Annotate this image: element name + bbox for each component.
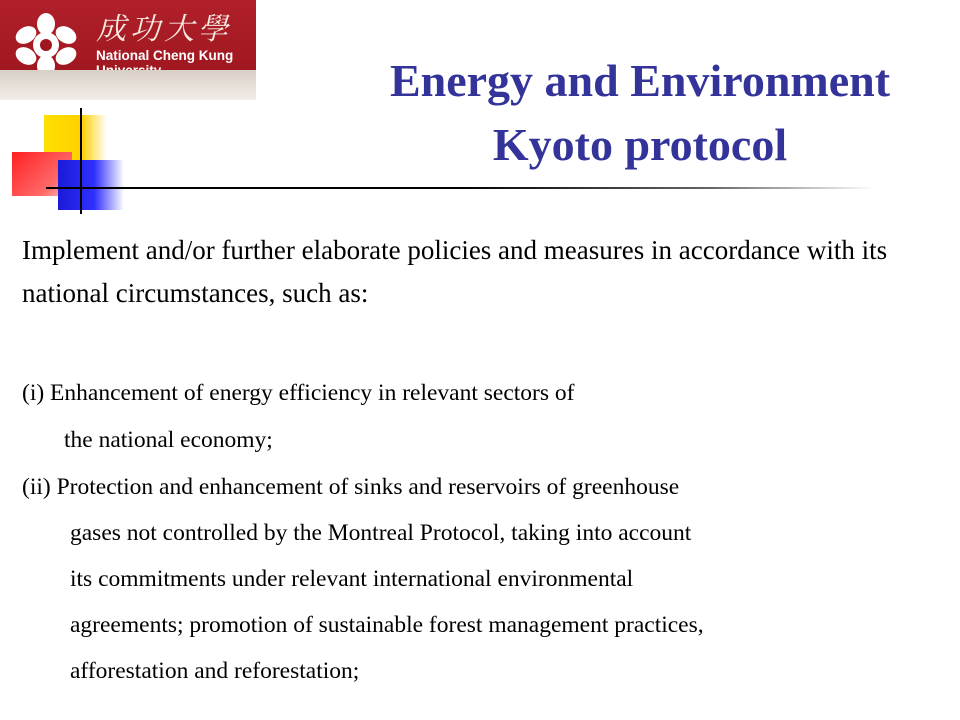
item-ii-line-1: (ii) Protection and enhancement of sinks and reservoirs of greenhouse (22, 474, 680, 500)
item-ii-line-3: its commitments under relevant international environmental (70, 566, 634, 592)
banner-stripe (0, 70, 256, 100)
item-ii-line-2: gases not controlled by the Montreal Protocol, taking into account (70, 520, 692, 546)
intro-paragraph: Implement and/or further elaborate policies and measures in accordance with its national circumstances, such as: (22, 235, 888, 308)
decor-vertical-line (80, 108, 82, 214)
item-i-line-1: (i) Enhancement of energy efficiency in relevant sectors of (22, 380, 575, 406)
item-ii-line-5: afforestation and reforestation; (70, 658, 360, 684)
item-i-line-2: the national economy; (64, 427, 273, 453)
slide-subtitle: Kyoto protocol (492, 119, 788, 170)
slide-title: Energy and Environment (389, 55, 891, 106)
item-ii-line-4: agreements; promotion of sustainable forest management practices, (70, 612, 704, 638)
title-divider-line (46, 187, 876, 189)
university-logo-banner (0, 0, 256, 100)
decor-blue-square (58, 160, 124, 210)
university-english-name: National Cheng Kung (96, 48, 234, 63)
university-chinese-name: 成功大學 (96, 12, 232, 47)
